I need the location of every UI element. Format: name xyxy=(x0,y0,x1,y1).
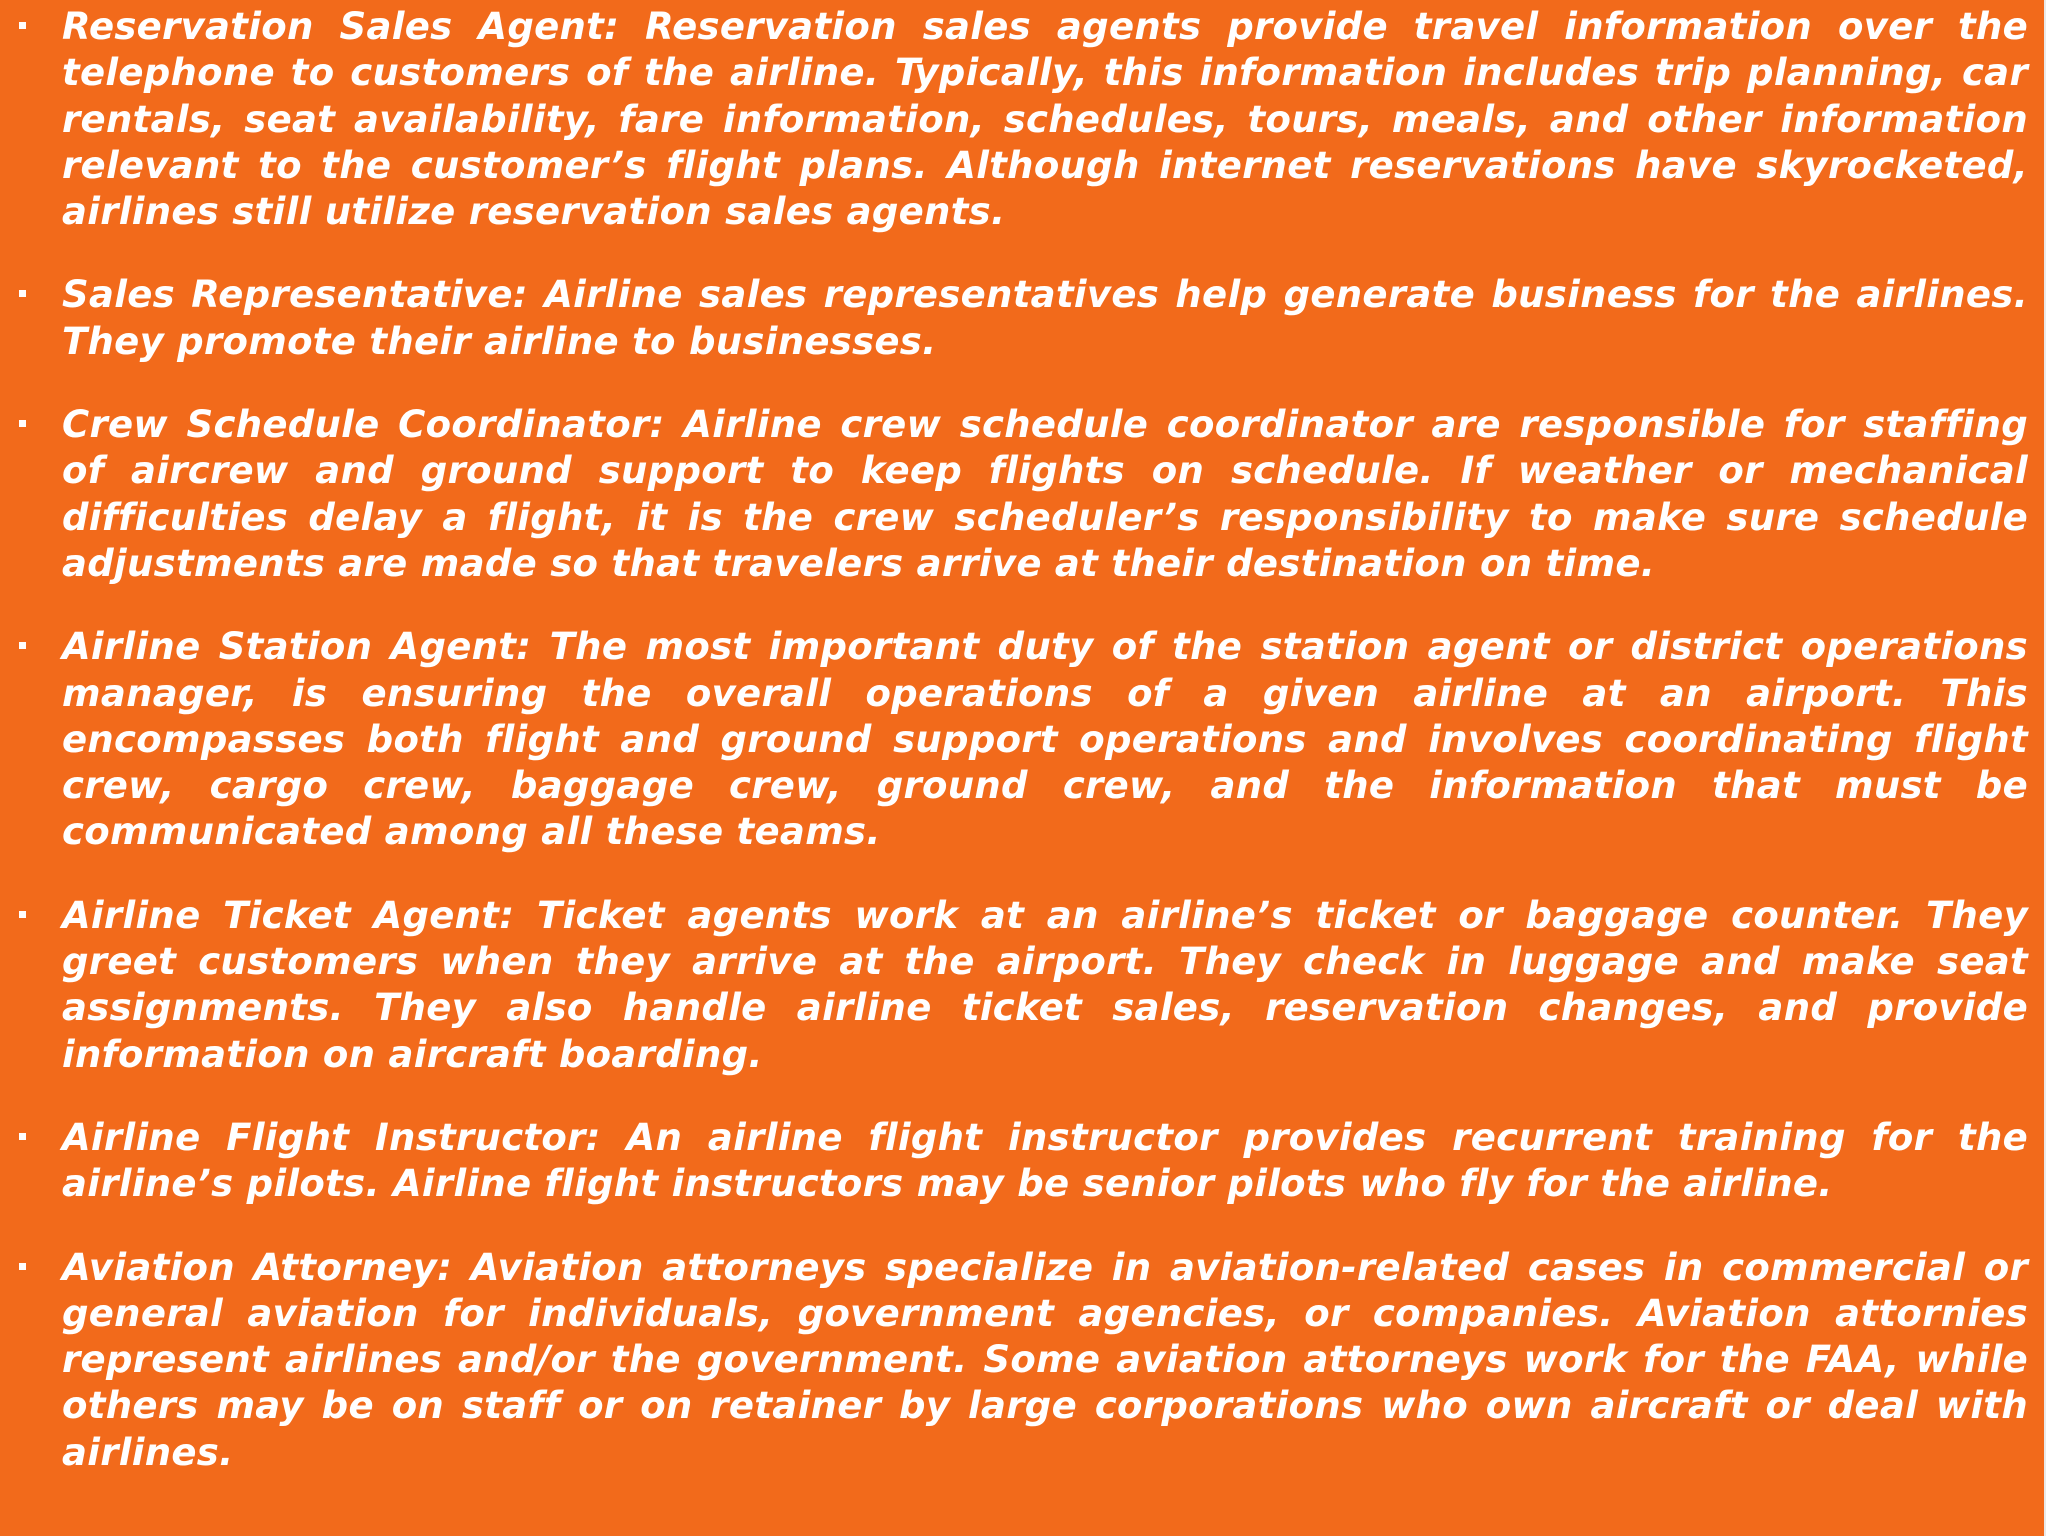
bullet-text: Airline Ticket Agent: Ticket agents work at an airline’s ticket or baggage counter. They greet customers when they arrive at the airport. They check in luggage and make seat assignments. They also handle airline ticket sales, reservation changes, and provide information on aircraft boarding. xyxy=(62,893,2028,1076)
list-item-airline-ticket-agent xyxy=(0,893,2046,1078)
bullet-text: Sales Representative: Airline sales representatives help generate business for the airlines. They promote their airline to businesses. xyxy=(62,273,2028,363)
bullet-marker xyxy=(19,420,26,427)
list-item-aviation-attorney xyxy=(0,1245,2046,1476)
bullet-marker xyxy=(19,642,26,649)
bullet-marker xyxy=(19,290,26,297)
bullet-text: Reservation Sales Agent: Reservation sales agents provide travel information over the telephone to customers of the airline. Typically, this information includes trip planning, car rentals, seat availability, fare information, schedules, tours, meals, and other information relevant to the customer’s flight plans. Although internet reservations have skyrocketed, airlines still utilize reservation sales agents. xyxy=(62,5,2028,234)
list-item-airline-flight-instructor xyxy=(0,1115,2046,1208)
list-item-reservation-sales-agent xyxy=(0,4,2046,235)
bullet-text: Airline Flight Instructor: An airline flight instructor provides recurrent training for the airline’s pilots. Airline flight instructors may be senior pilots who fly for the airline. xyxy=(62,1115,2028,1206)
bullet-text: Airline Station Agent: The most important duty of the station agent or district operations manager, is ensuring the overall operations of a given airline at an airport. This encompasses both flight and ground support operations and involves coordinating flight crew, cargo crew, baggage crew, ground crew, and the information that must be communicated among all these teams. xyxy=(62,625,2028,854)
list-item-sales-representative xyxy=(0,272,2046,365)
list-item-airline-station-agent xyxy=(0,624,2046,855)
bullet-text: Crew Schedule Coordinator: Airline crew schedule coordinator are responsible for staffing of aircrew and ground support to keep flights on schedule. If weather or mechanical difficulties delay a flight, it is the crew scheduler’s responsibility to make sure schedule adjustments are made so that travelers arrive at their destination on time. xyxy=(62,403,2028,585)
bullet-marker xyxy=(19,1263,26,1270)
bullet-marker xyxy=(19,1133,26,1140)
bullet-marker xyxy=(19,911,26,918)
bullet-list xyxy=(0,4,2046,1513)
bullet-text: Aviation Attorney: Aviation attorneys specialize in aviation-related cases in commercial or general aviation for individuals, government agencies, or companies. Aviation attornies represent airlines and/or the government. Some aviation attorneys work for the FAA, while others may be on staff or on retainer by large corporations who own aircraft or deal with airlines. xyxy=(62,1245,2028,1474)
bullet-marker xyxy=(19,22,26,29)
list-item-crew-schedule-coordinator xyxy=(0,402,2046,587)
